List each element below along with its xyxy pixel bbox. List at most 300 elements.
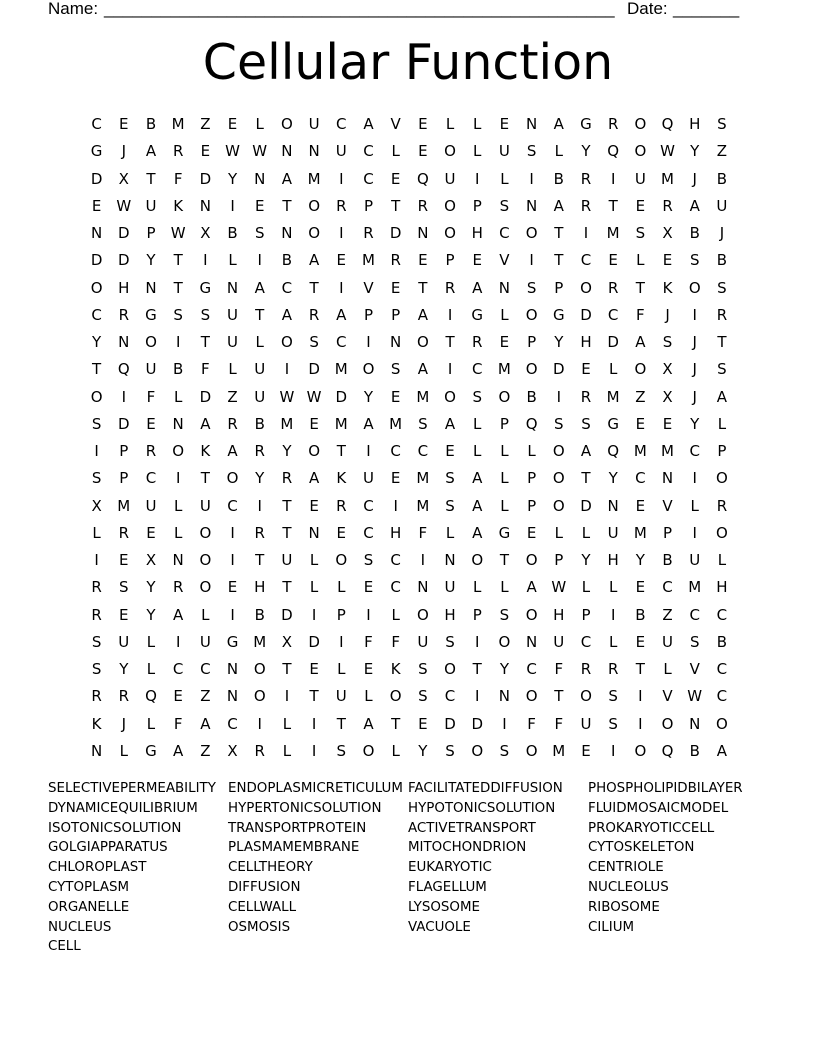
grid-letter[interactable]: S	[608, 687, 618, 706]
grid-letter[interactable]: L	[717, 414, 727, 433]
grid-letter[interactable]: M	[253, 632, 267, 651]
grid-letter[interactable]: I	[420, 551, 426, 569]
grid-letter[interactable]: N	[226, 278, 239, 297]
grid-letter[interactable]: O	[688, 278, 701, 297]
grid-letter[interactable]: L	[473, 142, 482, 161]
grid-letter[interactable]: O	[362, 741, 375, 760]
grid-letter[interactable]: E	[635, 414, 646, 433]
grid-letter[interactable]: I	[638, 687, 643, 706]
grid-letter[interactable]: O	[661, 714, 674, 733]
grid-letter[interactable]: C	[363, 169, 374, 188]
grid-letter[interactable]: L	[391, 605, 400, 624]
grid-letter[interactable]: P	[363, 196, 373, 215]
grid-letter[interactable]: O	[308, 196, 320, 215]
grid-letter[interactable]: S	[91, 632, 102, 651]
grid-letter[interactable]: L	[445, 115, 455, 133]
grid-letter[interactable]: C	[200, 660, 211, 678]
grid-letter[interactable]: Q	[661, 741, 674, 760]
grid-letter[interactable]: I	[393, 496, 398, 515]
grid-letter[interactable]: O	[444, 142, 456, 161]
grid-letter[interactable]: U	[308, 115, 320, 133]
grid-letter[interactable]: S	[499, 741, 510, 760]
grid-letter[interactable]: C	[363, 523, 374, 542]
grid-letter[interactable]: B	[145, 115, 157, 133]
grid-letter[interactable]: T	[282, 523, 292, 542]
grid-letter[interactable]: S	[119, 578, 129, 597]
grid-letter[interactable]: L	[473, 578, 482, 597]
grid-letter[interactable]: W	[551, 578, 567, 597]
grid-letter[interactable]: R	[254, 741, 265, 760]
grid-letter[interactable]: O	[552, 496, 565, 515]
grid-letter[interactable]: R	[716, 496, 728, 515]
grid-letter[interactable]: C	[145, 469, 157, 488]
grid-letter[interactable]: E	[390, 169, 401, 188]
grid-letter[interactable]: N	[199, 196, 211, 215]
grid-letter[interactable]: U	[716, 196, 728, 215]
grid-letter[interactable]: C	[172, 660, 184, 678]
grid-letter[interactable]: E	[662, 414, 673, 433]
grid-letter[interactable]: B	[254, 605, 265, 624]
grid-letter[interactable]: R	[336, 196, 347, 215]
grid-letter[interactable]: F	[146, 387, 156, 406]
grid-letter[interactable]: W	[687, 687, 703, 706]
grid-letter[interactable]: I	[610, 605, 616, 624]
grid-letter[interactable]: U	[227, 333, 239, 351]
grid-letter[interactable]: H	[390, 523, 402, 542]
grid-letter[interactable]: I	[339, 278, 344, 297]
grid-letter[interactable]: J	[719, 224, 725, 242]
grid-letter[interactable]: U	[417, 632, 429, 651]
grid-letter[interactable]: S	[662, 333, 673, 351]
grid-letter[interactable]: N	[390, 333, 402, 351]
grid-letter[interactable]: J	[692, 360, 697, 379]
grid-letter[interactable]: A	[526, 578, 537, 597]
grid-letter[interactable]: O	[444, 387, 456, 406]
grid-letter[interactable]: E	[635, 196, 646, 215]
grid-letter[interactable]: Y	[418, 741, 428, 760]
grid-letter[interactable]: Y	[554, 333, 564, 351]
grid-letter[interactable]: R	[118, 687, 129, 706]
grid-letter[interactable]: S	[418, 660, 428, 678]
grid-letter[interactable]: I	[230, 605, 235, 624]
grid-letter[interactable]: N	[308, 523, 320, 542]
grid-letter[interactable]: R	[580, 196, 592, 215]
grid-letter[interactable]: U	[444, 169, 456, 188]
grid-letter[interactable]: A	[635, 333, 646, 351]
grid-letter[interactable]: D	[335, 387, 348, 406]
grid-letter[interactable]: S	[445, 632, 455, 651]
grid-letter[interactable]: A	[417, 305, 428, 324]
grid-letter[interactable]: E	[390, 469, 401, 488]
grid-letter[interactable]: Y	[581, 142, 591, 161]
grid-letter[interactable]: M	[633, 442, 647, 460]
grid-letter[interactable]: H	[254, 578, 266, 597]
grid-letter[interactable]: L	[608, 578, 618, 597]
grid-letter[interactable]: Y	[146, 605, 156, 624]
grid-letter[interactable]: A	[254, 278, 265, 297]
grid-letter[interactable]: F	[364, 632, 373, 651]
grid-letter[interactable]: Y	[690, 414, 700, 433]
grid-letter[interactable]: O	[199, 523, 212, 542]
grid-letter[interactable]: U	[362, 469, 374, 488]
grid-letter[interactable]: I	[257, 496, 262, 515]
grid-letter[interactable]: I	[692, 523, 697, 542]
grid-letter[interactable]: I	[339, 169, 344, 188]
grid-letter[interactable]: T	[554, 687, 564, 706]
grid-letter[interactable]: X	[200, 224, 211, 242]
grid-letter[interactable]: E	[146, 414, 156, 433]
grid-letter[interactable]: M	[661, 442, 674, 460]
grid-letter[interactable]: O	[498, 387, 511, 406]
grid-letter[interactable]: R	[308, 305, 320, 324]
grid-letter[interactable]: T	[581, 469, 591, 488]
grid-letter[interactable]: P	[391, 305, 401, 324]
grid-letter[interactable]: W	[306, 387, 322, 406]
grid-letter[interactable]: A	[553, 115, 564, 133]
grid-letter[interactable]: S	[445, 741, 455, 760]
grid-letter[interactable]: E	[119, 551, 129, 569]
grid-letter[interactable]: U	[634, 169, 646, 188]
grid-letter[interactable]: T	[309, 687, 319, 706]
grid-letter[interactable]: S	[472, 387, 482, 406]
grid-letter[interactable]: I	[529, 169, 534, 188]
grid-letter[interactable]: C	[662, 578, 673, 597]
grid-letter[interactable]: P	[119, 442, 129, 460]
grid-letter[interactable]: N	[226, 687, 239, 706]
grid-letter[interactable]: A	[308, 469, 320, 488]
grid-letter[interactable]: Y	[92, 333, 102, 351]
grid-letter[interactable]: I	[447, 360, 453, 379]
grid-letter[interactable]: I	[311, 714, 317, 733]
grid-letter[interactable]: Y	[363, 387, 374, 406]
grid-letter[interactable]: M	[606, 387, 620, 406]
grid-letter[interactable]: S	[173, 305, 183, 324]
grid-letter[interactable]: O	[199, 551, 212, 569]
grid-letter[interactable]: G	[498, 523, 511, 542]
grid-letter[interactable]: U	[498, 142, 510, 161]
grid-letter[interactable]: M	[361, 251, 375, 270]
grid-letter[interactable]: I	[257, 251, 262, 270]
grid-letter[interactable]: C	[580, 251, 592, 270]
grid-letter[interactable]: Y	[146, 578, 156, 597]
grid-letter[interactable]: Y	[146, 251, 156, 270]
grid-letter[interactable]: C	[499, 224, 510, 242]
grid-letter[interactable]: N	[525, 632, 538, 651]
grid-letter[interactable]: D	[118, 414, 130, 433]
grid-letter[interactable]: L	[554, 523, 563, 542]
grid-letter[interactable]: T	[499, 551, 509, 569]
grid-letter[interactable]: I	[339, 224, 344, 242]
grid-letter[interactable]: I	[284, 687, 290, 706]
grid-letter[interactable]: V	[363, 278, 374, 297]
grid-letter[interactable]: J	[692, 333, 697, 351]
grid-letter[interactable]: S	[499, 196, 510, 215]
grid-letter[interactable]: N	[417, 224, 429, 242]
grid-letter[interactable]: O	[525, 360, 538, 379]
grid-letter[interactable]: O	[416, 605, 429, 624]
grid-letter[interactable]: T	[554, 224, 564, 242]
grid-letter[interactable]: Y	[690, 142, 700, 161]
grid-letter[interactable]: L	[391, 741, 400, 760]
grid-letter[interactable]: A	[200, 414, 211, 433]
grid-letter[interactable]: R	[91, 578, 102, 597]
grid-letter[interactable]: T	[282, 196, 292, 215]
grid-letter[interactable]: E	[445, 442, 455, 460]
grid-letter[interactable]: R	[390, 251, 401, 270]
grid-letter[interactable]: P	[554, 551, 564, 569]
grid-letter[interactable]: N	[525, 196, 538, 215]
grid-letter[interactable]: N	[281, 142, 293, 161]
grid-letter[interactable]: N	[90, 741, 103, 760]
grid-letter[interactable]: T	[309, 278, 319, 297]
grid-letter[interactable]: C	[689, 605, 700, 624]
grid-letter[interactable]: E	[309, 414, 319, 433]
grid-letter[interactable]: T	[472, 660, 482, 678]
grid-letter[interactable]: L	[473, 442, 482, 460]
grid-letter[interactable]: G	[199, 278, 212, 297]
grid-letter[interactable]: P	[445, 251, 455, 270]
grid-letter[interactable]: A	[173, 741, 184, 760]
grid-letter[interactable]: S	[608, 714, 618, 733]
grid-letter[interactable]: C	[390, 578, 401, 597]
grid-letter[interactable]: L	[608, 360, 618, 379]
grid-letter[interactable]: F	[554, 714, 564, 733]
grid-letter[interactable]: O	[444, 660, 456, 678]
grid-letter[interactable]: E	[254, 196, 265, 215]
grid-letter[interactable]: B	[716, 169, 728, 188]
grid-letter[interactable]: X	[662, 360, 673, 379]
grid-letter[interactable]: D	[118, 224, 130, 242]
grid-letter[interactable]: L	[690, 496, 699, 515]
grid-letter[interactable]: P	[527, 469, 537, 488]
grid-letter[interactable]: S	[526, 278, 537, 297]
grid-letter[interactable]: S	[717, 360, 727, 379]
grid-letter[interactable]: T	[282, 660, 292, 678]
grid-letter[interactable]: L	[173, 523, 183, 542]
grid-letter[interactable]: I	[610, 741, 616, 760]
grid-letter[interactable]: L	[500, 442, 509, 460]
grid-letter[interactable]: L	[309, 578, 319, 597]
grid-letter[interactable]: U	[199, 496, 211, 515]
grid-letter[interactable]: S	[200, 305, 211, 324]
grid-letter[interactable]: R	[91, 605, 102, 624]
grid-letter[interactable]: D	[90, 169, 103, 188]
grid-letter[interactable]: J	[692, 387, 697, 406]
grid-letter[interactable]: C	[363, 496, 374, 515]
grid-letter[interactable]: E	[581, 741, 591, 760]
grid-letter[interactable]: T	[635, 278, 645, 297]
grid-letter[interactable]: T	[418, 278, 428, 297]
grid-letter[interactable]: I	[529, 251, 534, 270]
grid-letter[interactable]: K	[173, 196, 184, 215]
grid-letter[interactable]: T	[255, 551, 265, 569]
grid-letter[interactable]: R	[607, 115, 619, 133]
grid-letter[interactable]: Y	[635, 551, 645, 569]
grid-letter[interactable]: I	[203, 251, 208, 270]
grid-letter[interactable]: O	[525, 305, 538, 324]
grid-letter[interactable]: L	[500, 469, 509, 488]
grid-letter[interactable]: O	[90, 278, 103, 297]
grid-letter[interactable]: V	[662, 496, 673, 515]
grid-letter[interactable]: W	[116, 196, 132, 215]
grid-letter[interactable]: L	[364, 687, 373, 706]
grid-letter[interactable]: R	[363, 224, 374, 242]
grid-letter[interactable]: L	[282, 714, 292, 733]
grid-letter[interactable]: E	[227, 115, 238, 133]
grid-letter[interactable]: O	[90, 387, 103, 406]
grid-letter[interactable]: E	[499, 333, 510, 351]
grid-letter[interactable]: I	[175, 469, 181, 488]
grid-letter[interactable]: U	[145, 196, 157, 215]
grid-letter[interactable]: C	[580, 632, 592, 651]
grid-letter[interactable]: E	[363, 578, 374, 597]
grid-letter[interactable]: P	[663, 523, 673, 542]
grid-letter[interactable]: E	[418, 142, 428, 161]
grid-letter[interactable]: P	[581, 605, 591, 624]
grid-letter[interactable]: D	[281, 605, 293, 624]
grid-letter[interactable]: S	[418, 414, 428, 433]
grid-letter[interactable]: S	[445, 496, 455, 515]
grid-letter[interactable]: J	[121, 714, 126, 733]
grid-letter[interactable]: Y	[282, 442, 292, 460]
grid-letter[interactable]: P	[472, 605, 482, 624]
grid-letter[interactable]: M	[389, 414, 403, 433]
grid-letter[interactable]: U	[254, 387, 266, 406]
grid-letter[interactable]: X	[662, 224, 673, 242]
grid-letter[interactable]: O	[634, 115, 647, 133]
grid-letter[interactable]: R	[580, 660, 592, 678]
grid-letter[interactable]: O	[253, 687, 266, 706]
grid-letter[interactable]: P	[554, 278, 564, 297]
grid-letter[interactable]: E	[309, 660, 319, 678]
grid-letter[interactable]: F	[173, 169, 183, 188]
grid-letter[interactable]: G	[552, 305, 565, 324]
grid-letter[interactable]: L	[282, 741, 292, 760]
grid-letter[interactable]: U	[281, 551, 293, 569]
grid-letter[interactable]: L	[500, 169, 509, 188]
grid-letter[interactable]: P	[363, 305, 373, 324]
grid-letter[interactable]: T	[608, 196, 618, 215]
grid-letter[interactable]: L	[500, 305, 509, 324]
grid-letter[interactable]: I	[366, 605, 371, 624]
grid-letter[interactable]: A	[363, 115, 374, 133]
grid-letter[interactable]: S	[390, 360, 401, 379]
grid-letter[interactable]: L	[337, 660, 346, 678]
grid-letter[interactable]: O	[716, 523, 728, 542]
grid-letter[interactable]: M	[497, 360, 511, 379]
grid-letter[interactable]: L	[201, 605, 210, 624]
grid-letter[interactable]: C	[390, 442, 401, 460]
grid-letter[interactable]: C	[91, 305, 102, 324]
grid-letter[interactable]: N	[172, 414, 184, 433]
grid-letter[interactable]: C	[471, 360, 483, 379]
grid-letter[interactable]: O	[362, 360, 375, 379]
grid-letter[interactable]: J	[121, 142, 126, 161]
grid-letter[interactable]: L	[581, 578, 591, 597]
grid-letter[interactable]: M	[307, 169, 321, 188]
grid-letter[interactable]: I	[475, 687, 480, 706]
grid-letter[interactable]: C	[444, 687, 456, 706]
grid-letter[interactable]: T	[445, 333, 455, 351]
grid-letter[interactable]: L	[473, 115, 482, 133]
grid-letter[interactable]: C	[336, 115, 347, 133]
grid-letter[interactable]: H	[716, 578, 728, 597]
grid-letter[interactable]: R	[417, 196, 429, 215]
grid-letter[interactable]: H	[553, 605, 565, 624]
grid-letter[interactable]: T	[200, 333, 210, 351]
grid-letter[interactable]: F	[391, 632, 400, 651]
grid-letter[interactable]: M	[171, 115, 185, 133]
grid-letter[interactable]: M	[117, 496, 131, 515]
grid-letter[interactable]: M	[280, 414, 294, 433]
grid-letter[interactable]: X	[281, 632, 293, 651]
grid-letter[interactable]: T	[391, 714, 401, 733]
grid-letter[interactable]: Z	[200, 687, 211, 706]
grid-letter[interactable]: A	[580, 442, 592, 460]
grid-letter[interactable]: V	[390, 115, 401, 133]
grid-letter[interactable]: S	[336, 741, 347, 760]
grid-letter[interactable]: B	[662, 551, 673, 569]
grid-letter[interactable]: C	[227, 496, 238, 515]
grid-letter[interactable]: P	[717, 442, 727, 460]
grid-letter[interactable]: S	[499, 605, 510, 624]
grid-letter[interactable]: A	[472, 523, 483, 542]
grid-letter[interactable]: C	[363, 142, 374, 161]
grid-letter[interactable]: D	[471, 714, 483, 733]
grid-letter[interactable]: I	[556, 387, 561, 406]
grid-letter[interactable]: E	[200, 142, 211, 161]
grid-letter[interactable]: O	[416, 333, 429, 351]
grid-letter[interactable]: T	[282, 496, 292, 515]
grid-letter[interactable]: T	[554, 251, 564, 270]
grid-letter[interactable]: E	[336, 523, 347, 542]
grid-letter[interactable]: L	[608, 632, 618, 651]
grid-letter[interactable]: I	[638, 714, 643, 733]
grid-letter[interactable]: I	[230, 551, 235, 569]
grid-letter[interactable]: Q	[525, 414, 538, 433]
grid-letter[interactable]: E	[119, 115, 129, 133]
grid-letter[interactable]: P	[336, 605, 346, 624]
grid-letter[interactable]: Z	[716, 142, 728, 161]
grid-letter[interactable]: O	[226, 469, 239, 488]
grid-letter[interactable]: O	[199, 578, 212, 597]
grid-letter[interactable]: R	[254, 523, 265, 542]
grid-letter[interactable]: S	[717, 115, 727, 133]
grid-letter[interactable]: R	[607, 660, 619, 678]
grid-letter[interactable]: S	[689, 632, 700, 651]
grid-letter[interactable]: N	[172, 551, 184, 569]
grid-letter[interactable]: M	[334, 414, 348, 433]
grid-letter[interactable]: N	[90, 224, 103, 242]
grid-letter[interactable]: S	[554, 414, 564, 433]
grid-letter[interactable]: R	[254, 442, 265, 460]
grid-letter[interactable]: O	[580, 687, 592, 706]
grid-letter[interactable]: E	[526, 523, 537, 542]
grid-letter[interactable]: V	[689, 660, 700, 678]
grid-letter[interactable]: E	[227, 578, 238, 597]
grid-letter[interactable]: H	[689, 115, 701, 133]
grid-letter[interactable]: R	[172, 142, 184, 161]
grid-letter[interactable]: U	[145, 496, 157, 515]
grid-letter[interactable]: C	[635, 469, 646, 488]
grid-letter[interactable]: N	[607, 496, 619, 515]
grid-letter[interactable]: U	[199, 632, 211, 651]
grid-letter[interactable]: O	[552, 469, 565, 488]
grid-letter[interactable]: T	[146, 169, 156, 188]
grid-letter[interactable]: X	[662, 387, 673, 406]
grid-letter[interactable]: N	[444, 551, 456, 569]
grid-letter[interactable]: S	[91, 469, 102, 488]
